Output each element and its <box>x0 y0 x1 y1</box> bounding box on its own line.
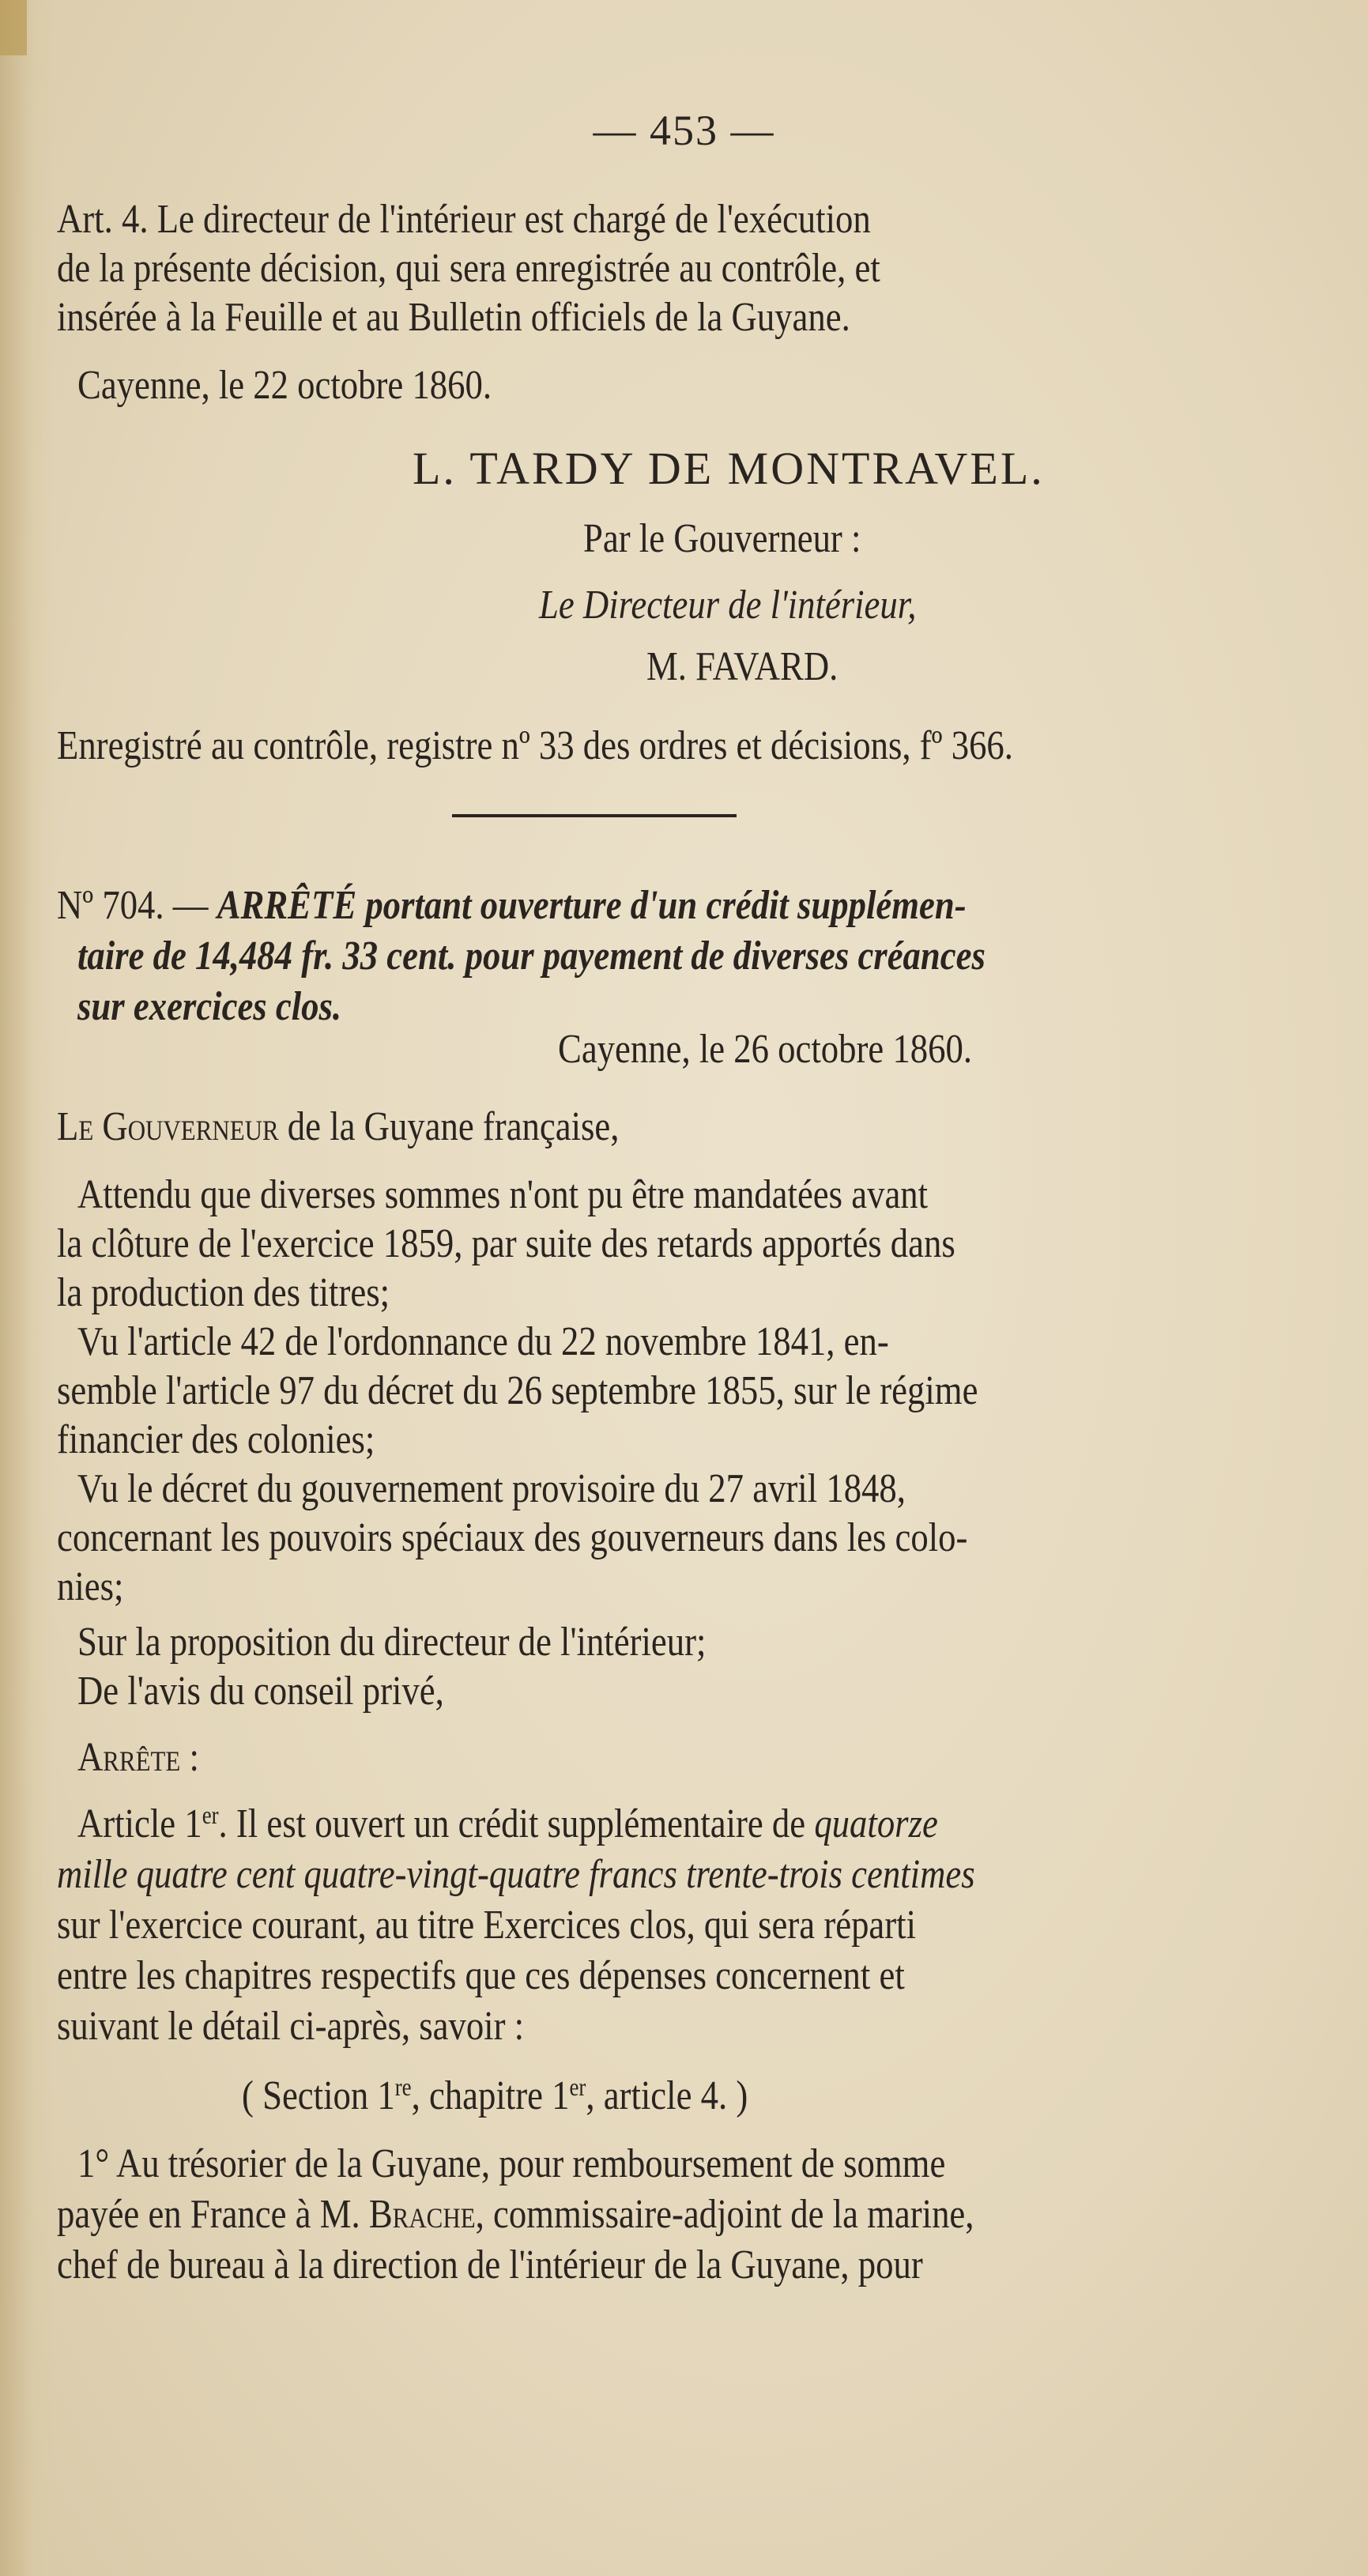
section-a: ( Section 1 <box>242 2073 395 2118</box>
decision-place-date: Cayenne, le 22 octobre 1860. <box>77 363 492 408</box>
gouverneur-lead: Le Gouverneur <box>57 1104 279 1149</box>
section-b: , chapitre 1 <box>411 2073 570 2118</box>
article-1-line-1 <box>77 1801 938 1846</box>
item-1-line-2b: , commissaire-adjoint de la marine, <box>475 2192 974 2237</box>
considerant-line-2: la clôture de l'exercice 1859, par suite des retards apportés dans <box>57 1221 955 1266</box>
article-1-line-3: sur l'exercice courant, au titre Exercices clos, qui sera réparti <box>57 1903 917 1948</box>
considerant-line-3: la production des titres; <box>57 1270 390 1315</box>
article-1-line-5: suivant le détail ci-après, savoir : <box>57 2004 525 2049</box>
arrete-header-line-1 <box>57 885 967 926</box>
considerant-line-6: financier des colonies; <box>57 1417 375 1462</box>
considerant-line-7: Vu le décret du gouvernement provisoire du 27 avril 1848, <box>77 1466 906 1511</box>
item-1-line-2a: payée en France à M. <box>57 2192 369 2237</box>
section-b-sup: er <box>569 2072 586 2101</box>
registration-note: Enregistré au contrôle, registre nº 33 des ordres et décisions, fº 366. <box>57 723 1013 768</box>
considerant-line-4: Vu l'article 42 de l'ordonnance du 22 novembre 1841, en- <box>77 1319 889 1364</box>
section-reference <box>242 2072 748 2118</box>
considerant-line-1: Attendu que diverses sommes n'ont pu être mandatées avant <box>77 1172 929 1217</box>
gouverneur-line <box>57 1104 620 1149</box>
section-c: , article 4. ) <box>586 2073 748 2118</box>
arrete-title-line-1: ARRÊTÉ portant ouverture d'un crédit supplémen- <box>217 883 967 928</box>
binding-shadow <box>0 0 55 2576</box>
article-1-line-2: mille quatre cent quatre-vingt-quatre francs trente-trois centimes <box>57 1852 975 1897</box>
item-1-line-3: chef de bureau à la direction de l'intérieur de la Guyane, pour <box>57 2242 923 2287</box>
arrete-place-date: Cayenne, le 26 octobre 1860. <box>558 1027 973 1072</box>
item-1-name: Brache <box>368 2192 476 2237</box>
considerant-line-5: semble l'article 97 du décret du 26 septembre 1855, sur le régime <box>57 1368 978 1413</box>
decision-line-2: de la présente décision, qui sera enregistrée au contrôle, et <box>57 246 880 291</box>
article-1-sup: er <box>202 1801 219 1829</box>
section-divider <box>452 814 737 817</box>
item-1-line-2 <box>57 2194 974 2235</box>
directeur-title: Le Directeur de l'intérieur, <box>539 583 917 628</box>
par-le-gouverneur: Par le Gouverneur : <box>583 516 861 561</box>
article-1-lead: Article 1 <box>77 1801 202 1846</box>
considerant-line-11: De l'avis du conseil privé, <box>77 1669 444 1714</box>
page-number: — 453 — <box>593 107 775 154</box>
decision-line-3: insérée à la Feuille et au Bulletin officiels de la Guyane. <box>57 295 850 340</box>
item-1-line-1: 1° Au trésorier de la Guyane, pour remboursement de somme <box>77 2141 946 2186</box>
considerant-line-9: nies; <box>57 1564 124 1609</box>
ink-stain <box>0 0 27 55</box>
article-1-line-4: entre les chapitres respectifs que ces dépenses concernent et <box>57 1953 905 1998</box>
signatory-name: L. TARDY DE MONTRAVEL. <box>413 443 1045 494</box>
article-1-rest: . Il est ouvert un crédit supplémentaire de <box>218 1801 815 1846</box>
arrete-number: Nº 704. — <box>57 883 209 928</box>
article-1-amount: quatorze <box>814 1801 938 1846</box>
considerant-line-10: Sur la proposition du directeur de l'intérieur; <box>77 1620 707 1665</box>
section-a-sup: re <box>394 2072 412 2101</box>
directeur-name: M. FAVARD. <box>646 644 839 689</box>
arrete-title-line-3: sur exercices clos. <box>77 984 342 1029</box>
decision-line-1: Art. 4. Le directeur de l'intérieur est chargé de l'exécution <box>57 197 871 242</box>
considerant-line-8: concernant les pouvoirs spéciaux des gouverneurs dans les colo- <box>57 1515 968 1560</box>
gouverneur-rest: de la Guyane française, <box>278 1104 620 1149</box>
arrete-word: Arrête : <box>77 1735 199 1780</box>
arrete-title-line-2: taire de 14,484 fr. 33 cent. pour payement de diverses créances <box>77 933 985 979</box>
